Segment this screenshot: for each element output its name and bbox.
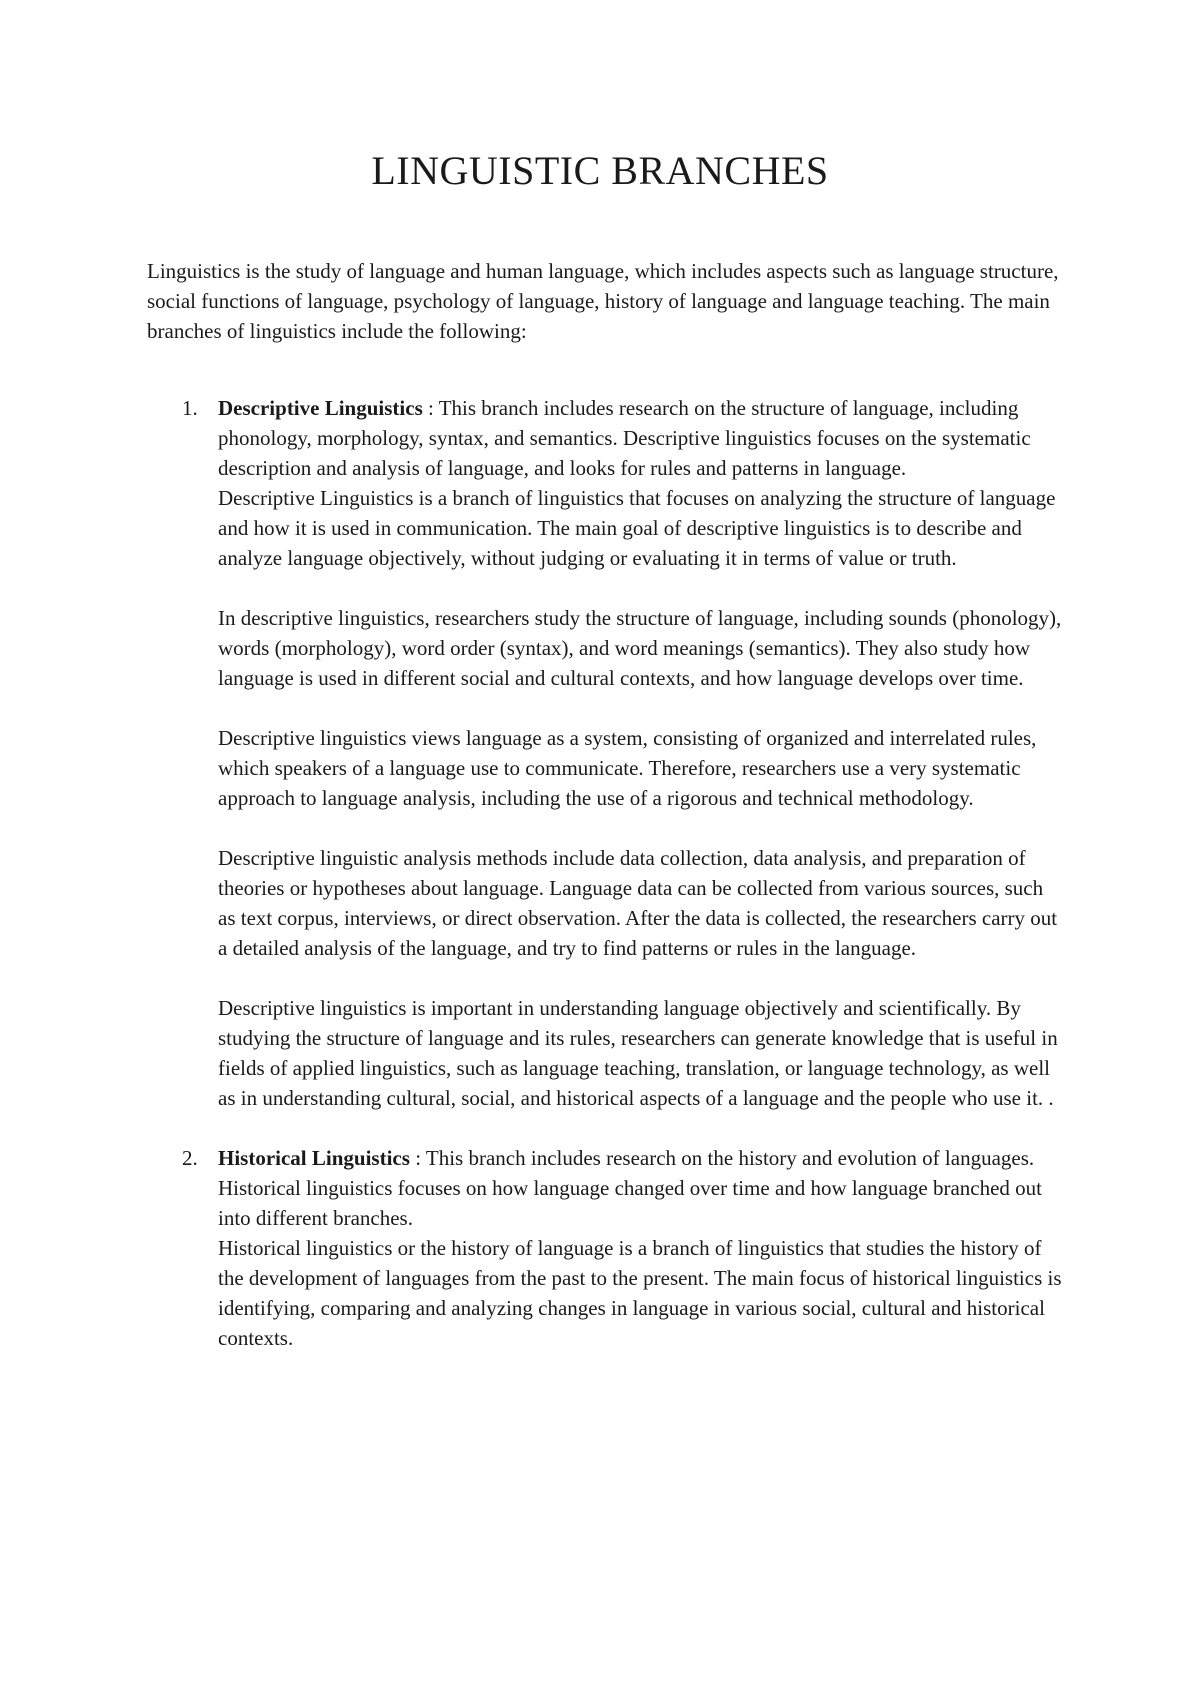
branch-paragraph: Historical linguistics or the history of language is a branch of linguistics that studies the history of the development of languages from the past to the present. The main focus of historical linguistics is identifying, comparing and analyzing changes in language in various social, cultural and historical contexts. xyxy=(218,1236,1062,1350)
branch-lead-paragraph xyxy=(218,393,1063,483)
branch-term: Historical Linguistics xyxy=(218,1146,410,1170)
intro-paragraph: Linguistics is the study of language and human language, which includes aspects such as language structure, social functions of language, psychology of language, history of language and language teaching. The main branches of linguistics include the following: xyxy=(147,259,1059,343)
branches-list xyxy=(0,393,1200,1353)
list-number: 2. xyxy=(182,1146,198,1170)
branch-term: Descriptive Linguistics xyxy=(218,396,423,420)
document-title: LINGUISTIC BRANCHES xyxy=(371,148,829,193)
list-item-descriptive-linguistics xyxy=(0,393,1063,1113)
branch-paragraph: Descriptive linguistics is important in understanding language objectively and scientifically. By studying the structure of language and its rules, researchers can generate knowledge that is useful in fields of applied linguistics, such as language teaching, translation, or language technology, as well as in understanding cultural, social, and historical aspects of a language and the people who use it. . xyxy=(218,996,1058,1110)
list-item-historical-linguistics xyxy=(0,1143,1063,1353)
branch-paragraph: Descriptive linguistics views language as a system, consisting of organized and interrelated rules, which speakers of a language use to communicate. Therefore, researchers use a very systematic approach to language analysis, including the use of a rigorous and technical methodology. xyxy=(218,726,1037,810)
branch-lead-text: : This branch includes research on the structure of language, including phonology, morphology, syntax, and semantics. Descriptive linguistics focuses on the systematic description and analysis of language, and looks for rules and patterns in language. xyxy=(218,396,1031,480)
branch-paragraph: Descriptive linguistic analysis methods include data collection, data analysis, and preparation of theories or hypotheses about language. Language data can be collected from various sources, such as text corpus, interviews, or direct observation. After the data is collected, the researchers carry out a detailed analysis of the language, and try to find patterns or rules in the language. xyxy=(218,846,1058,960)
branch-paragraph: In descriptive linguistics, researchers study the structure of language, including sounds (phonology), words (morphology), word order (syntax), and word meanings (semantics). They also study how language is used in different social and cultural contexts, and how language develops over time. xyxy=(218,606,1062,690)
branch-paragraph: Descriptive Linguistics is a branch of linguistics that focuses on analyzing the structure of language and how it is used in communication. The main goal of descriptive linguistics is to describe and analyze language objectively, without judging or evaluating it in terms of value or truth. xyxy=(218,486,1056,570)
branch-lead-paragraph xyxy=(218,1143,1063,1233)
branch-lead-text: : This branch includes research on the history and evolution of languages. Historical linguistics focuses on how language changed over time and how language branched out into different branches. xyxy=(218,1146,1043,1230)
list-number: 1. xyxy=(182,396,198,420)
